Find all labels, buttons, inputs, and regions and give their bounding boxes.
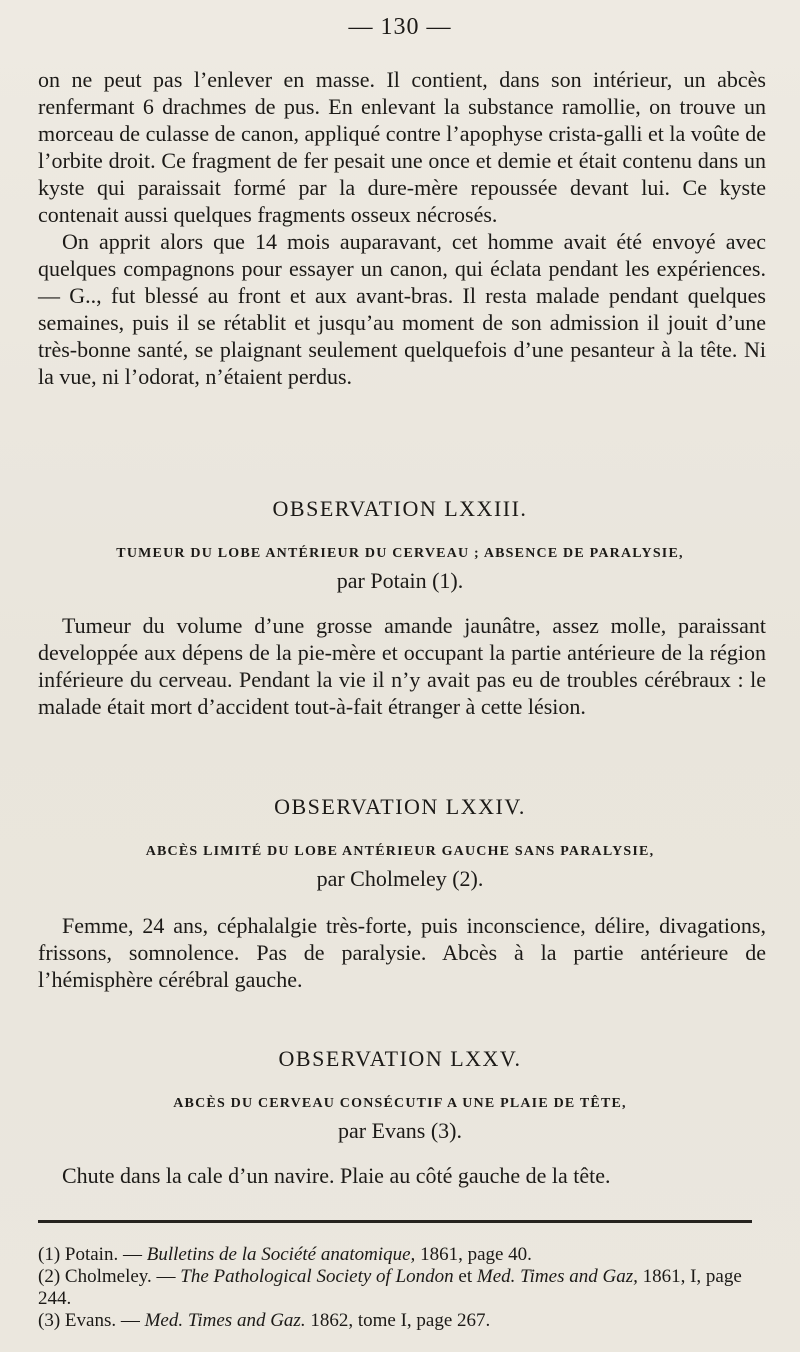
observation-text-75: Chute dans la cale d’un navire. Plaie au côté gauche de la tête.: [62, 1163, 611, 1188]
footnote-1-reference: Bulletins de la Société anatomique,: [146, 1244, 416, 1265]
intro-text: [38, 66, 766, 390]
footnote-3: [38, 1310, 766, 1332]
observation-text-74: Femme, 24 ans, céphalalgie très-forte, puis inconscience, délire, divagations, frissons, somnolence. Pas de paralysie. Abcès à la partie antérieure de l’hémisphère cérébral gauche.: [38, 913, 766, 992]
footnote-1-page: 1861, page 40.: [415, 1244, 532, 1265]
footnote-2-reference-2: Med. Times and Gaz,: [476, 1266, 638, 1287]
observation-subtitle-73: TUMEUR DU LOBE ANTÉRIEUR DU CERVEAU ; ABSENCE DE PARALYSIE,: [116, 546, 684, 561]
observation-author-73: par Potain (1).: [336, 568, 464, 593]
observation-author-74: par Cholmeley (2).: [316, 866, 484, 891]
footnote-1-author: (1) Potain. —: [38, 1244, 147, 1265]
page-number: — 130 —: [348, 14, 452, 40]
intro-paragraph-2: On apprit alors que 14 mois auparavant, cet homme avait été envoyé avec quelques compagnons pour essayer un canon, qui éclata pendant les expériences. — G.., fut blessé au front et aux avant-bras. Il resta malade pendant quelques semaines, puis il se rétablit et jusqu’au moment de son admission il jouit d’une très-bonne santé, se plaignant seulement quelquefois d’une pesanteur à la tête. Ni la vue, ni l’odorat, n’étaient perdus.: [38, 229, 766, 389]
footnote-2-reference: The Pathological Society of London: [180, 1266, 454, 1287]
footnote-rule: [38, 1220, 752, 1223]
observation-author-75: par Evans (3).: [337, 1118, 462, 1143]
footnote-2-conjunction: et: [453, 1266, 477, 1287]
intro-paragraph-1: on ne peut pas l’enlever en masse. Il contient, dans son intérieur, un abcès renfermant 6 drachmes de pus. En enlevant la substance ramollie, on trouve un morceau de culasse de canon, appliqué contre l’apophyse crista-galli et la voûte de l’orbite droit. Ce fragment de fer pesait une once et demie et était contenu dans un kyste qui paraissait formé par la dure-mère repoussée devant lui. Ce kyste contenait aussi quelques fragments osseux nécrosés.: [38, 67, 766, 227]
footnote-2-page: 1861, I, page 244.: [38, 1266, 742, 1309]
footnote-3-author: (3) Evans. —: [38, 1310, 145, 1331]
observation-title-75: OBSERVATION LXXV.: [278, 1046, 522, 1071]
footnotes: [38, 1244, 766, 1332]
observation-title-73: OBSERVATION LXXIII.: [272, 496, 528, 521]
footnote-3-page: 1862, tome I, page 267.: [305, 1310, 491, 1331]
observation-title-74: OBSERVATION LXXIV.: [274, 794, 526, 819]
observation-subtitle-75: ABCÈS DU CERVEAU CONSÉCUTIF A UNE PLAIE DE TÊTE,: [173, 1096, 627, 1111]
observation-subtitle-74: ABCÈS LIMITÉ DU LOBE ANTÉRIEUR GAUCHE SANS PARALYSIE,: [145, 844, 655, 859]
observation-text-73: Tumeur du volume d’une grosse amande jaunâtre, assez molle, paraissant developpée aux dépens de la pie-mère et occupant la partie antérieure de la région inférieure du cerveau. Pendant la vie il n’y avait pas eu de troubles cérébraux : le malade était mort d’accident tout-à-fait étranger à cette lésion.: [38, 613, 766, 719]
footnote-1: [38, 1244, 766, 1266]
footnote-2: [38, 1266, 766, 1310]
footnote-3-reference: Med. Times and Gaz.: [144, 1310, 306, 1331]
footnote-2-author: (2) Cholmeley. —: [38, 1266, 181, 1287]
